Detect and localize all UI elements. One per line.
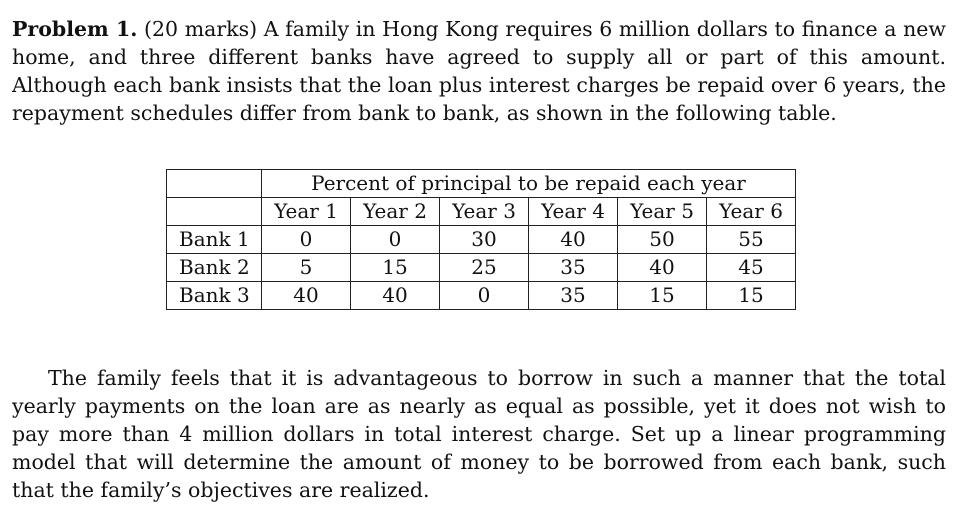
table-cell: 45: [707, 254, 796, 282]
year-header: Year 3: [440, 198, 529, 226]
year-header: Year 2: [351, 198, 440, 226]
table-cell: 35: [529, 282, 618, 310]
table-corner-cell: [167, 170, 262, 198]
problem-conclusion: The family feels that it is advantageous to borrow in such a manner that the total yearly payments on the loan are as nearly as equal as possible, yet it does not wish to pay more than 4 million dollars in total interest charge. Set up a linear programming model that will determine the amount of money to be borrowed from each bank, such that the family’s objectives are realized.: [12, 366, 946, 502]
table-cell: 0: [351, 226, 440, 254]
year-header: Year 1: [262, 198, 351, 226]
table-cell: 30: [440, 226, 529, 254]
year-header: Year 4: [529, 198, 618, 226]
table-cell: 40: [262, 282, 351, 310]
table-row: [167, 282, 796, 310]
table-row: [167, 226, 796, 254]
table-cell: 15: [707, 282, 796, 310]
year-header: Year 5: [618, 198, 707, 226]
table-header-row: [167, 198, 796, 226]
table-cell: 15: [351, 254, 440, 282]
table-caption: Percent of principal to be repaid each year: [262, 170, 796, 198]
table-corner-cell: [167, 198, 262, 226]
table-cell: 40: [618, 254, 707, 282]
table-cell: 0: [262, 226, 351, 254]
table-cell: 50: [618, 226, 707, 254]
table-cell: 55: [707, 226, 796, 254]
table-cell: 40: [529, 226, 618, 254]
problem-heading: Problem 1.: [12, 17, 138, 41]
table-caption-row: [167, 170, 796, 198]
problem-intro: (20 marks) A family in Hong Kong requires 6 million dollars to finance a new home, and three different banks have agreed to supply all or part of this amount. Although each bank insists that the loan plus interest charges be repaid over 6 years, the repayment schedules differ from bank to bank, as shown in the following table.: [12, 17, 946, 125]
repayment-table: [166, 169, 796, 310]
table-cell: 35: [529, 254, 618, 282]
year-header: Year 6: [707, 198, 796, 226]
table-cell: 25: [440, 254, 529, 282]
bank-label: Bank 1: [167, 226, 262, 254]
table-cell: 0: [440, 282, 529, 310]
bank-label: Bank 3: [167, 282, 262, 310]
table-cell: 40: [351, 282, 440, 310]
table-row: [167, 254, 796, 282]
table-cell: 15: [618, 282, 707, 310]
bank-label: Bank 2: [167, 254, 262, 282]
problem-statement: [12, 15, 946, 127]
table-cell: 5: [262, 254, 351, 282]
